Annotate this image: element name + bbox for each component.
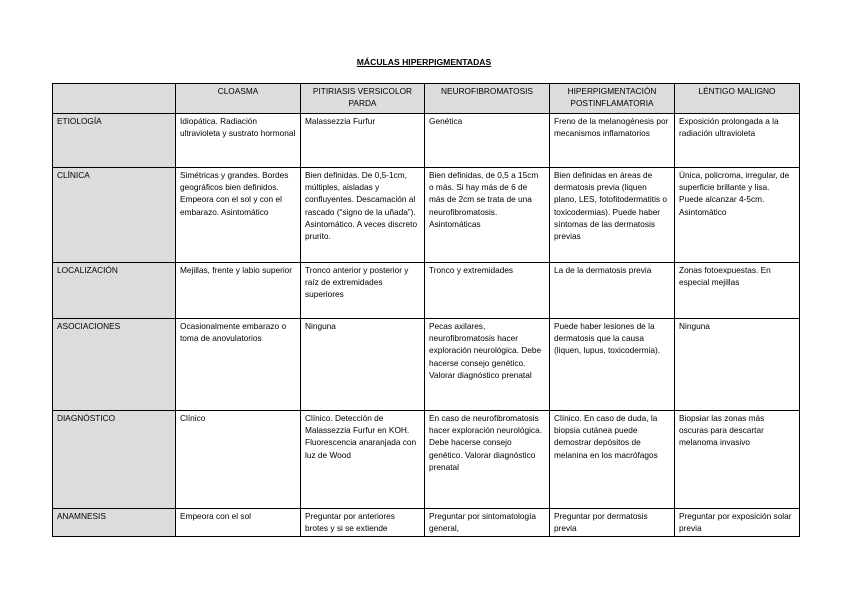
table-row (53, 319, 800, 411)
table-row (53, 411, 800, 509)
table-cell: Única, policroma, irregular, de superficie brillante y lisa. Puede alcanzar 4-5cm. Asintomático (675, 168, 800, 263)
column-header: LÉNTIGO MALIGNO (675, 84, 800, 114)
table-cell: La de la dermatosis previa (550, 263, 675, 319)
cell-text: Preguntar por sintomatología general, (429, 511, 537, 534)
cell-text: Preguntar por exposición solar previa (679, 511, 792, 534)
table-row (53, 114, 800, 168)
column-header: NEUROFIBROMATOSIS (425, 84, 550, 114)
row-header: CLÍNICA (53, 168, 176, 263)
row-header: DIAGNÓSTICO (53, 411, 176, 509)
table-cell: Mejillas, frente y labio superior (176, 263, 301, 319)
table-cell: Ninguna (675, 319, 800, 411)
table-cell: Bien definidas en áreas de dermatosis previa (liquen plano, LES, fotofitodermatitis o toxicodermias). Puede haber síntomas de las dermatosis previas (550, 168, 675, 263)
table-cell: Clínico. Detección de Malassezzia Furfur en KOH. Fluorescencia anaranjada con luz de Wood (301, 411, 425, 509)
table-cell: Freno de la melanogénesis por mecanismos inflamatorios (550, 114, 675, 168)
table-cell (675, 509, 800, 537)
table-row (53, 509, 800, 537)
page-title: MÁCULAS HIPERPIGMENTADAS (356, 57, 492, 67)
table-cell: Zonas fotoexpuestas. En especial mejillas (675, 263, 800, 319)
table-header-row (53, 84, 800, 114)
table-cell: Bien definidas. De 0,5-1cm, múltiples, aisladas y confluyentes. Descamación al rascado (“signo de la uñada”). Asintomático. A veces discreto prurito. (301, 168, 425, 263)
table-cell: Ocasionalmente embarazo o toma de anovulatorios (176, 319, 301, 411)
column-header: PITIRIASIS VERSICOLOR PARDA (301, 84, 425, 114)
table-cell: Puede haber lesiones de la dermatosis que la causa (liquen, lupus, toxicodermia). (550, 319, 675, 411)
cell-text: Preguntar por anteriores brotes y si se extiende (305, 511, 395, 534)
table-cell: Clínico (176, 411, 301, 509)
table-cell: Pecas axilares, neurofibromatosis hacer exploración neurológica. Debe hacerse consejo genético. Valorar diagnóstico prenatal (425, 319, 550, 411)
table-cell (176, 509, 301, 537)
table-cell: Clínico. En caso de duda, la biopsia cutánea puede demostrar depósitos de melanina en los macrófagos (550, 411, 675, 509)
hyperpigmented-macules-table (52, 83, 800, 537)
table-cell: En caso de neurofibromatosis hacer exploración neurológica. Debe hacerse consejo genético. Valorar diagnóstico prenatal (425, 411, 550, 509)
table-cell: Idiopática. Radiación ultravioleta y sustrato hormonal (176, 114, 301, 168)
table-cell: Bien definidas, de 0,5 a 15cm o más. Si hay más de 6 de más de 2cm se trata de una neurofibromatosis. Asintomáticas (425, 168, 550, 263)
table-cell: Ninguna (301, 319, 425, 411)
column-header: CLOASMA (176, 84, 301, 114)
table-cell: Malassezzia Furfur (301, 114, 425, 168)
row-header: ASOCIACIONES (53, 319, 176, 411)
table-cell: Simétricas y grandes. Bordes geográficos bien definidos. Empeora con el sol y con el embarazo. Asintomático (176, 168, 301, 263)
table-cell (301, 509, 425, 537)
table-row (53, 168, 800, 263)
row-header: ETIOLOGÍA (53, 114, 176, 168)
header-corner-cell (53, 84, 176, 114)
cell-text: Empeora con el sol (180, 511, 252, 521)
table-row (53, 263, 800, 319)
table-cell (550, 509, 675, 537)
table-cell: Exposición prolongada a la radiación ultravioleta (675, 114, 800, 168)
table-cell (425, 509, 550, 537)
column-header: HIPERPIGMENTACIÓN POSTINFLAMATORIA (550, 84, 675, 114)
cell-text: Preguntar por dermatosis previa (554, 511, 648, 534)
row-header: ANAMNESIS (53, 509, 176, 537)
table-cell: Tronco y extremidades (425, 263, 550, 319)
row-header: LOCALIZACIÓN (53, 263, 176, 319)
table-cell: Tronco anterior y posterior y raíz de extremidades superiores (301, 263, 425, 319)
table-cell: Genética (425, 114, 550, 168)
table-cell: Biopsiar las zonas más oscuras para descartar melanoma invasivo (675, 411, 800, 509)
